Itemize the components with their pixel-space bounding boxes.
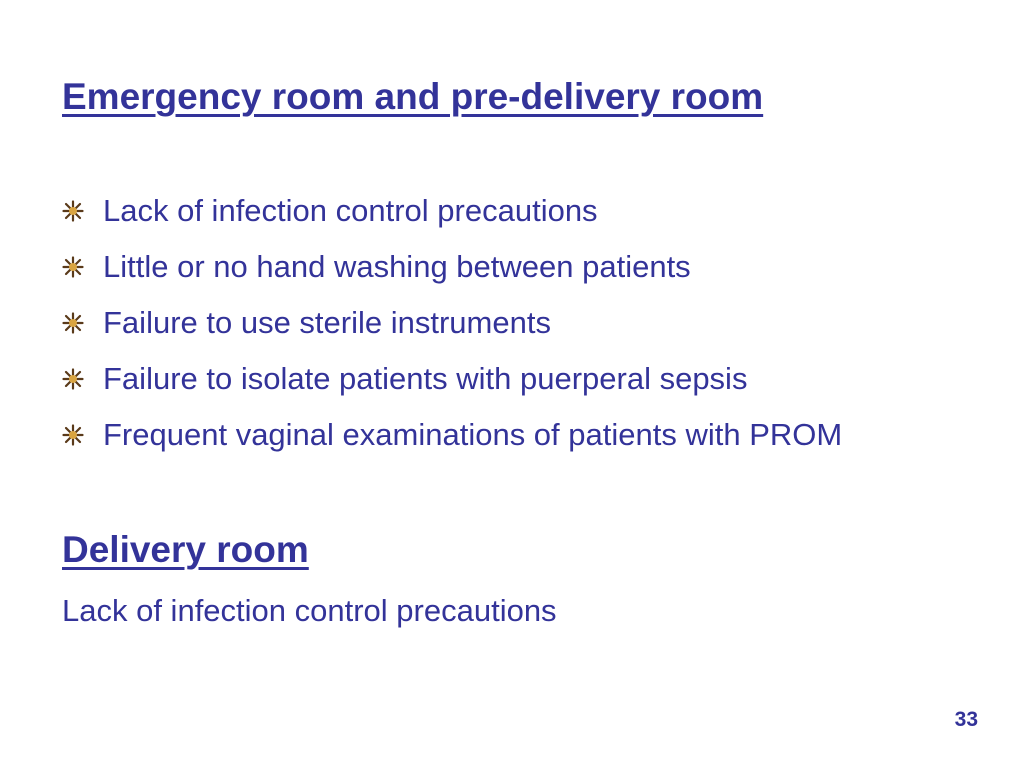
bullet-text: Lack of infection control precautions (103, 193, 598, 228)
section-heading: Emergency room and pre-delivery room (62, 76, 764, 117)
bullet-text: Frequent vaginal examinations of patients with PROM (103, 417, 843, 452)
bullet-list (62, 188, 962, 468)
list-item (62, 244, 962, 290)
starburst-bullet-icon (62, 312, 84, 334)
list-item (62, 356, 962, 402)
list-item (62, 300, 962, 346)
bullet-text: Failure to use sterile instruments (103, 305, 551, 340)
bullet-text: Little or no hand washing between patients (103, 249, 691, 284)
starburst-bullet-icon (62, 368, 84, 390)
starburst-bullet-icon (62, 424, 84, 446)
starburst-bullet-icon (62, 256, 84, 278)
bullet-text: Failure to isolate patients with puerperal sepsis (103, 361, 748, 396)
page-number: 33 (954, 708, 978, 731)
body-text: Lack of infection control precautions (62, 593, 557, 628)
starburst-bullet-icon (62, 200, 84, 222)
list-item (62, 188, 962, 234)
subsection-heading: Delivery room (62, 529, 309, 570)
list-item (62, 412, 962, 458)
